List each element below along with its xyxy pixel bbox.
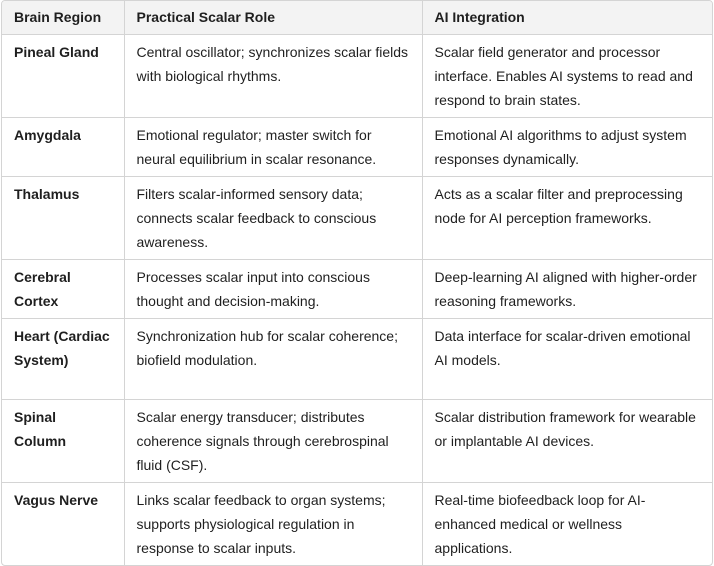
- table-row: [2, 318, 712, 399]
- role-cell: Scalar energy transducer; distributes coherence signals through cerebrospinal fluid (CSF).: [124, 399, 422, 482]
- table-row: [2, 399, 712, 482]
- table-row: [2, 259, 712, 318]
- role-cell: Processes scalar input into conscious thought and decision-making.: [124, 259, 422, 318]
- header-ai-integration: AI Integration: [422, 1, 712, 34]
- header-brain-region: Brain Region: [2, 1, 124, 34]
- role-cell: Synchronization hub for scalar coherence; biofield modulation.: [124, 318, 422, 399]
- header-row: [2, 1, 712, 34]
- brain-region-table: [1, 0, 713, 566]
- region-cell: Vagus Nerve: [2, 482, 124, 565]
- region-cell: Thalamus: [2, 176, 124, 259]
- table-row: [2, 34, 712, 117]
- ai-cell: Acts as a scalar filter and preprocessing node for AI perception frameworks.: [422, 176, 712, 259]
- region-cell: Amygdala: [2, 117, 124, 176]
- table-row: [2, 482, 712, 565]
- region-cell: Pineal Gland: [2, 34, 124, 117]
- ai-cell: Emotional AI algorithms to adjust system responses dynamically.: [422, 117, 712, 176]
- header-practical-scalar-role: Practical Scalar Role: [124, 1, 422, 34]
- ai-cell: Scalar distribution framework for wearable or implantable AI devices.: [422, 399, 712, 482]
- ai-cell: Data interface for scalar-driven emotional AI models.: [422, 318, 712, 399]
- table-row: [2, 176, 712, 259]
- ai-cell: Scalar field generator and processor interface. Enables AI systems to read and respond to brain states.: [422, 34, 712, 117]
- region-cell: Spinal Column: [2, 399, 124, 482]
- data-table: [2, 1, 712, 565]
- region-cell: Heart (Cardiac System): [2, 318, 124, 399]
- role-cell: Emotional regulator; master switch for neural equilibrium in scalar resonance.: [124, 117, 422, 176]
- ai-cell: Deep-learning AI aligned with higher-order reasoning frameworks.: [422, 259, 712, 318]
- ai-cell: Real-time biofeedback loop for AI-enhanced medical or wellness applications.: [434, 491, 646, 556]
- table-row: [2, 117, 712, 176]
- role-cell: Central oscillator; synchronizes scalar fields with biological rhythms.: [124, 34, 422, 117]
- role-cell: Links scalar feedback to organ systems; supports physiological regulation in response to scalar inputs.: [124, 482, 422, 565]
- region-cell: Cerebral Cortex: [2, 259, 124, 318]
- role-cell: Filters scalar-informed sensory data; connects scalar feedback to conscious awareness.: [124, 176, 422, 259]
